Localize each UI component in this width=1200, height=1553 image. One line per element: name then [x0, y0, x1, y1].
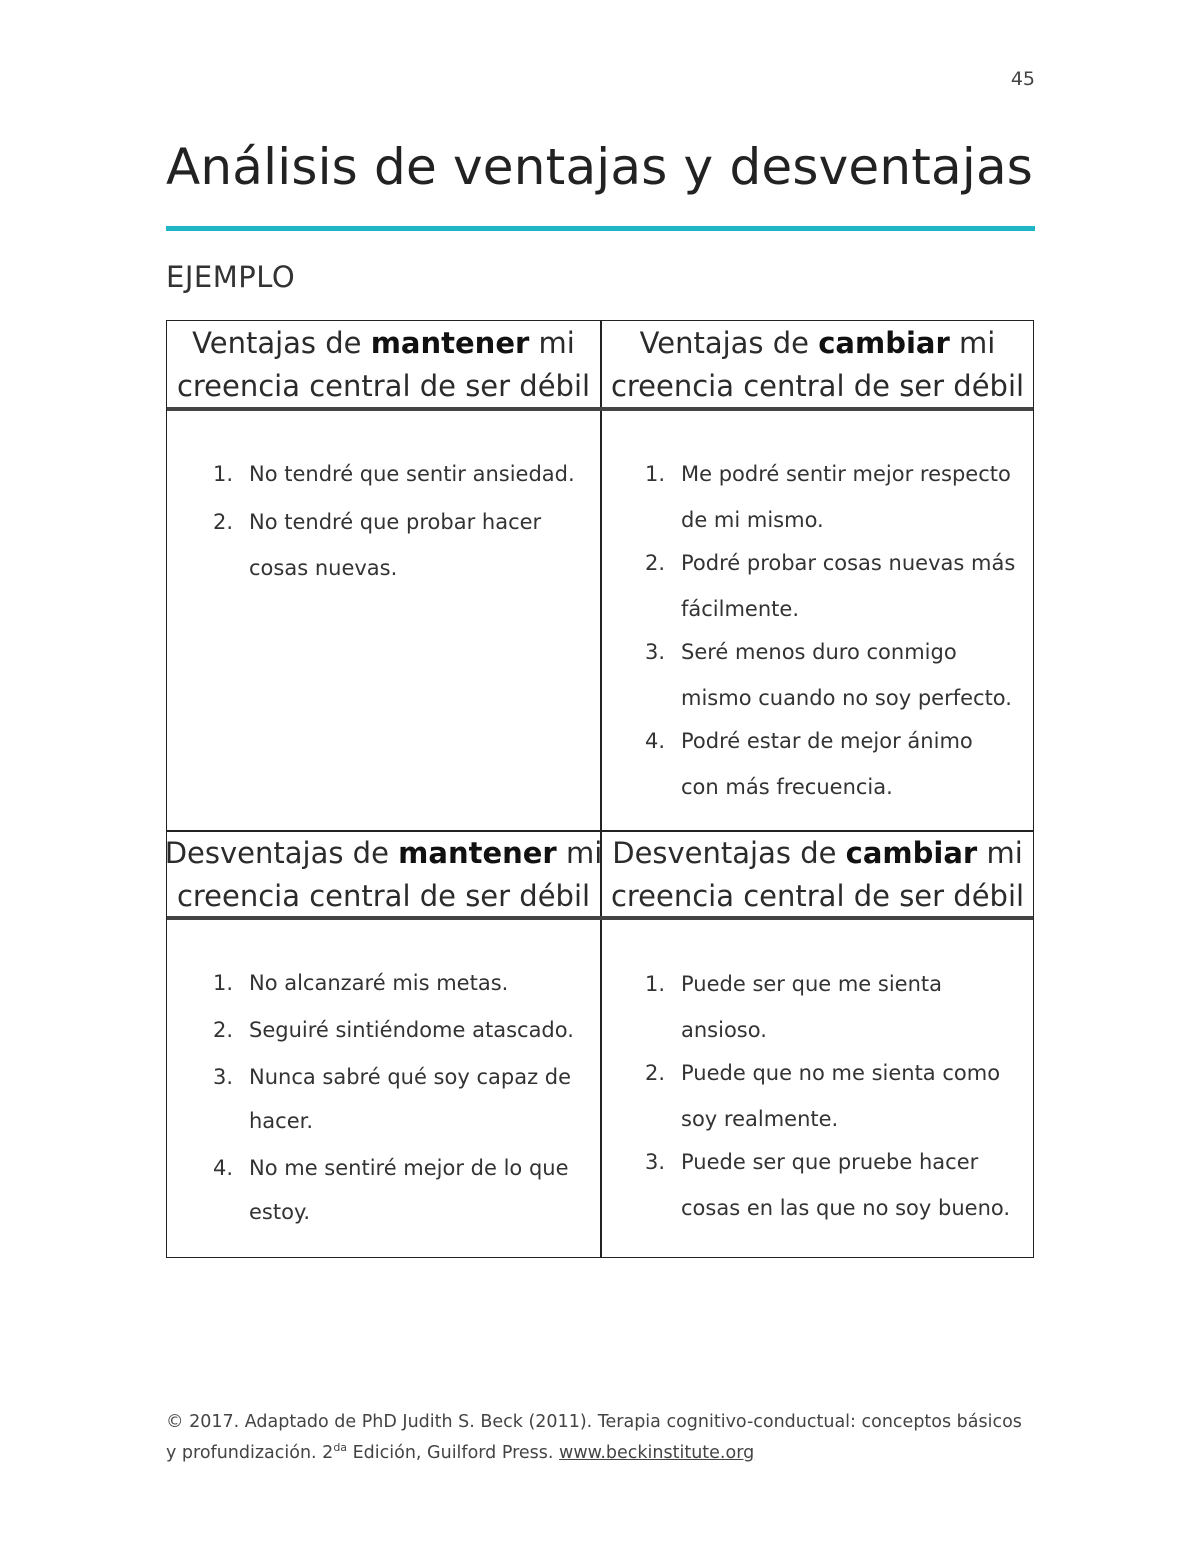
header-emphasis: cambiar	[818, 326, 950, 360]
list-item	[213, 961, 593, 1005]
list-item-text: Seré menos duro conmigo	[681, 640, 957, 664]
list-item-number: 2.	[645, 551, 666, 575]
header-text: mi	[529, 326, 575, 360]
citation-line-2	[166, 1435, 1046, 1466]
header-text: creencia central de ser débil	[610, 369, 1025, 403]
list-item-text: Me podré sentir mejor respecto	[681, 462, 1011, 486]
list-item-number: 3.	[645, 640, 666, 664]
list-item	[213, 1055, 593, 1143]
list-advantages-change	[645, 451, 1030, 810]
list-item-text: Podré estar de mejor ánimo	[681, 729, 973, 753]
column-divider	[600, 321, 602, 1257]
list-item-text: No alcanzaré mis metas.	[249, 971, 509, 995]
list-item-number: 2.	[213, 1018, 234, 1042]
list-item	[213, 1008, 593, 1052]
list-item-number: 4.	[645, 729, 666, 753]
section-label: EJEMPLO	[166, 260, 296, 294]
list-item-text: ansioso.	[681, 1018, 767, 1042]
citation-superscript: da	[333, 1441, 348, 1454]
pros-cons-table	[166, 320, 1034, 1258]
header-text: mi	[977, 836, 1023, 870]
header-text: mi	[556, 836, 603, 870]
list-item	[645, 629, 1030, 721]
citation-text: Edición, Guilford Press.	[347, 1442, 560, 1463]
list-item-text: con más frecuencia.	[681, 775, 893, 799]
list-item-text: fácilmente.	[681, 597, 799, 621]
list-item	[213, 1146, 593, 1234]
citation-line-1: © 2017. Adaptado de PhD Judith S. Beck (2011). Terapia cognitivo-conductual: conceptos básicos	[166, 1412, 1022, 1432]
list-disadvantages-change	[645, 961, 1030, 1231]
header-text: Ventajas de	[192, 326, 371, 360]
list-disadvantages-keep	[213, 961, 593, 1234]
list-item	[645, 451, 1030, 543]
list-item-text: Seguiré sintiéndome atascado.	[249, 1018, 574, 1042]
list-item-number: 4.	[213, 1156, 234, 1180]
list-item-text: Podré probar cosas nuevas más	[681, 551, 1016, 575]
list-item	[645, 1139, 1030, 1231]
header-emphasis: mantener	[370, 326, 530, 360]
header-emphasis: cambiar	[845, 836, 978, 870]
footer-citation	[166, 1410, 1046, 1466]
list-item-number: 1.	[645, 462, 666, 486]
list-item-text: de mi mismo.	[681, 508, 824, 532]
list-item-number: 1.	[213, 462, 234, 486]
header-disadvantages-keep	[164, 831, 603, 919]
list-item-number: 1.	[213, 971, 234, 995]
list-item-text: estoy.	[249, 1200, 311, 1224]
list-item-number: 3.	[645, 1150, 666, 1174]
list-item-text: cosas en las que no soy bueno.	[681, 1196, 1011, 1220]
list-item-number: 2.	[645, 1061, 666, 1085]
list-item	[645, 1050, 1030, 1142]
header-text: mi	[949, 326, 996, 360]
header-text: Desventajas de	[612, 836, 846, 870]
list-advantages-keep	[213, 451, 593, 591]
header-disadvantages-change	[601, 831, 1034, 919]
list-item	[213, 451, 593, 497]
list-item-text: Puede ser que me sienta	[681, 972, 943, 996]
list-item-number: 2.	[213, 510, 234, 534]
list-item-text: soy realmente.	[681, 1107, 839, 1131]
list-item	[645, 961, 1030, 1053]
list-item	[213, 499, 593, 591]
title-underline	[166, 226, 1035, 231]
beck-institute-link[interactable]: www.beckinstitute.org	[559, 1442, 755, 1463]
list-item-text: Nunca sabré qué soy capaz de	[249, 1065, 572, 1089]
header-text: Ventajas de	[639, 326, 819, 360]
list-item-text: No me sentiré mejor de lo que	[249, 1156, 569, 1180]
header-advantages-keep	[167, 321, 600, 409]
list-item	[645, 718, 1030, 810]
list-item-text: hacer.	[249, 1109, 314, 1133]
list-item-text: mismo cuando no soy perfecto.	[681, 686, 1012, 710]
header-text: creencia central de ser débil	[610, 879, 1025, 913]
page-title: Análisis de ventajas y desventajas	[166, 138, 1034, 196]
citation-text: y profundización. 2	[166, 1442, 334, 1463]
header-text: creencia central de ser débil	[176, 369, 591, 403]
header-emphasis: mantener	[398, 836, 557, 870]
page-number: 45	[1010, 68, 1035, 90]
list-item-text: No tendré que probar hacer	[249, 510, 542, 534]
list-item-text: Puede ser que pruebe hacer	[681, 1150, 979, 1174]
list-item	[645, 540, 1030, 632]
list-item-number: 1.	[645, 972, 666, 996]
header-advantages-change	[601, 321, 1034, 409]
list-item-text: cosas nuevas.	[249, 556, 398, 580]
list-item-text: Puede que no me sienta como	[681, 1061, 1001, 1085]
header-text: creencia central de ser débil	[176, 879, 591, 913]
list-item-number: 3.	[213, 1065, 234, 1089]
list-item-text: No tendré que sentir ansiedad.	[249, 462, 575, 486]
header-text: Desventajas de	[164, 836, 399, 870]
